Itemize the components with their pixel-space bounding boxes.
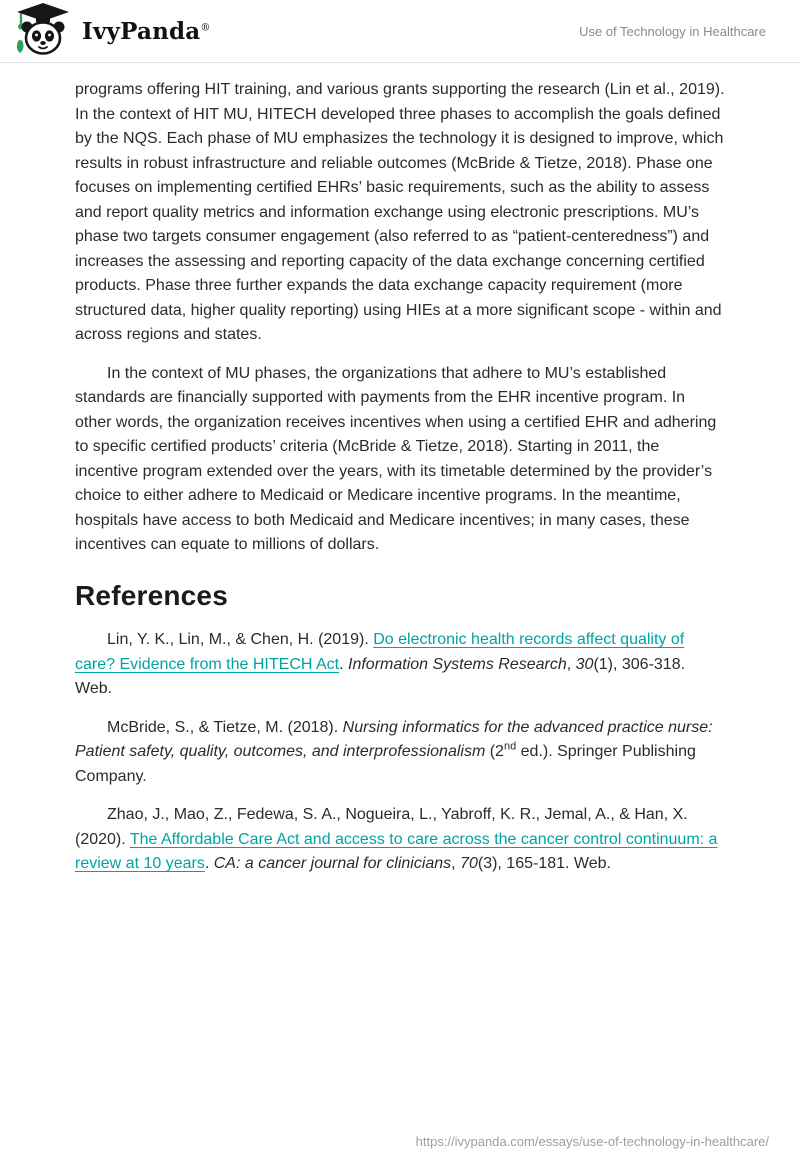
reference-text: 30 [575, 655, 594, 673]
reference-text: Zhao, J., Mao, Z., Fedewa, S. A., Nogueira, L., Yabroff, K. R., Jemal, A., & Han, X. (2020). [75, 806, 688, 848]
reference-link[interactable]: Do electronic health records affect quality of care? Evidence from the HITECH Act [75, 631, 685, 673]
reference-entry [75, 803, 725, 877]
brand-wordmark: IvyPanda® [82, 17, 211, 45]
reference-text: , [566, 655, 576, 673]
reference-text: , [451, 855, 461, 872]
essay-content [0, 63, 800, 877]
reference-text: . [204, 855, 214, 872]
footer-source-url: https://ivypanda.com/essays/use-of-technology-in-healthcare/ [415, 1134, 769, 1149]
reference-entry [75, 716, 725, 790]
reference-text: Lin, Y. K., Lin, M., & Chen, H. (2019). [107, 631, 374, 648]
reference-text: Nursing informatics for the advanced practice nurse: Patient safety, quality, outcomes, and interprofessionalism [75, 718, 713, 760]
essay-paragraph: programs offering HIT training, and various grants supporting the research (Lin et al., 2019). In the context of HIT MU, HITECH developed three phases to accomplish the goals defined by the NQS. Each phase of MU emphasizes the technology it is designed to improve, which results in robust infrastructure and reliable outcomes (McBride & Tietze, 2018). Phase one focuses on implementing certified EHRs’ basic requirements, such as the ability to assess and report quality metrics and information exchange using electronic prescriptions. MU’s phase two targets consumer engagement (also referred to as “patient-centeredness”) and increases the assessing and reporting capacity of the data exchange concerning certified products. Phase three further expands the data exchange capacity requirement (more structured data, higher quality reporting) using HIEs at a more significant scope - within and across regions and states. [75, 81, 725, 343]
registered-mark: ® [200, 21, 211, 33]
reference-text: . [339, 655, 348, 673]
reference-link[interactable]: The Affordable Care Act and access to care across the cancer control continuum: a review at 10 years [75, 830, 718, 872]
reference-text: CA: a cancer journal for clinicians [213, 855, 452, 872]
reference-text: Information Systems Research [348, 655, 567, 673]
reference-text: (3), 165-181. Web. [477, 855, 611, 872]
essay-paragraph: In the context of MU phases, the organizations that adhere to MU’s established standards are financially supported with payments from the EHR incentive program. In other words, the organization receives incentives when using a certified EHR and adhering to specific certified products’ criteria (McBride & Tietze, 2018). Starting in 2011, the incentive program extended over the years, with its timetable determined by the provider’s choice to either adhere to Medicaid or Medicare incentive programs. In the meantime, hospitals have access to both Medicaid and Medicare incentives; in many cases, these incentives can equate to millions of dollars. [75, 364, 717, 553]
ivypanda-logo[interactable] [14, 2, 211, 61]
ivypanda-panda-icon [14, 2, 72, 61]
references-heading: References [75, 579, 228, 611]
reference-text: McBride, S., & Tietze, M. (2018). [107, 718, 343, 736]
reference-text: ed.). Springer Publishing Company. [75, 743, 696, 785]
page-header [0, 0, 800, 63]
reference-entry [75, 628, 725, 702]
reference-text: (2 [485, 743, 504, 760]
reference-text: 70 [460, 855, 478, 872]
ordinal-superscript: nd [503, 740, 517, 753]
reference-text: (1), 306-318. Web. [75, 655, 686, 697]
document-title: Use of Technology in Healthcare [579, 23, 766, 39]
